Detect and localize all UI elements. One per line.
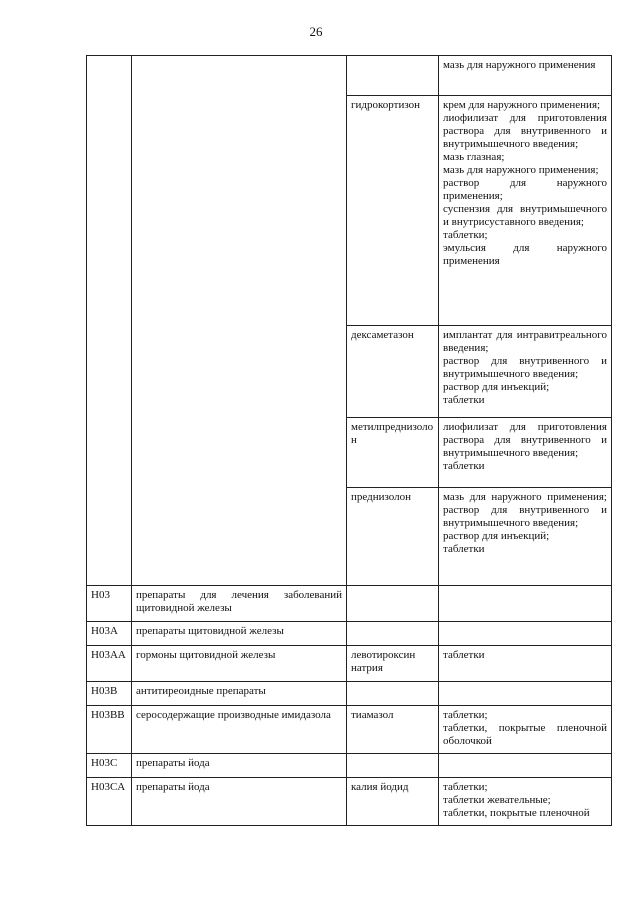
dosage-form: лиофилизат для приготовления раствора для внутривенного и внутримышечного введения; <box>443 112 607 150</box>
dosage-form: таблетки <box>443 460 485 472</box>
dosage-form: мазь для наружного применения; раствор для внутривенного и внутримышечного введения; <box>443 491 607 529</box>
table-row <box>87 622 612 646</box>
dosage-forms-cell <box>439 56 612 96</box>
atc-code-cell: H03BB <box>87 706 132 754</box>
dosage-form: таблетки, покрытые пленочной <box>443 807 590 819</box>
atc-code-cell: H03 <box>87 586 132 622</box>
dosage-forms-cell <box>439 488 612 586</box>
group-name-cell: серосодержащие производные имидазола <box>132 706 347 754</box>
dosage-forms-cell <box>439 586 612 622</box>
drug-name-cell: преднизолон <box>347 488 439 586</box>
dosage-form: эмульсия для наружного применения <box>443 242 607 267</box>
atc-code-cell: H03C <box>87 754 132 778</box>
drug-name-cell <box>347 754 439 778</box>
table-row <box>87 682 612 706</box>
drug-name-cell <box>347 682 439 706</box>
dosage-form: таблетки <box>443 394 485 406</box>
drug-name-cell: дексаметазон <box>347 326 439 418</box>
dosage-forms-cell <box>439 682 612 706</box>
drug-name-cell: тиамазол <box>347 706 439 754</box>
group-name-cell: гормоны щитовидной железы <box>132 646 347 682</box>
dosage-form: имплантат для интравитреального введения; <box>443 329 607 354</box>
dosage-forms-cell <box>439 326 612 418</box>
group-name-cell: антитиреоидные препараты <box>132 682 347 706</box>
dosage-form: мазь глазная; <box>443 151 505 163</box>
group-name-cell <box>132 56 347 586</box>
dosage-form: таблетки; <box>443 709 488 721</box>
dosage-forms-cell <box>439 96 612 326</box>
table-row <box>87 56 612 96</box>
atc-code-cell <box>87 56 132 586</box>
dosage-forms-cell <box>439 646 612 682</box>
drug-name-cell <box>347 56 439 96</box>
drug-name-cell: калия йодид <box>347 778 439 826</box>
dosage-form: раствор для наружного применения; <box>443 177 607 202</box>
atc-code-cell: H03A <box>87 622 132 646</box>
dosage-forms-cell <box>439 418 612 488</box>
group-name-cell: препараты для лечения заболеваний щитовидной железы <box>132 586 347 622</box>
dosage-forms-cell <box>439 778 612 826</box>
table-row <box>87 706 612 754</box>
drug-table <box>86 55 612 826</box>
table-row <box>87 778 612 826</box>
dosage-form: таблетки жевательные; <box>443 794 551 806</box>
dosage-form: суспензия для внутримышечного и внутрисуставного введения; <box>443 203 607 228</box>
dosage-form: мазь для наружного применения <box>443 59 596 71</box>
dosage-form: таблетки <box>443 543 485 555</box>
dosage-form: таблетки; <box>443 229 488 241</box>
drug-name-cell: гидрокортизон <box>347 96 439 326</box>
drug-name-cell <box>347 586 439 622</box>
drug-name-cell: левотироксин натрия <box>347 646 439 682</box>
dosage-forms-cell <box>439 622 612 646</box>
atc-code-cell: H03B <box>87 682 132 706</box>
dosage-form: мазь для наружного применения; <box>443 164 599 176</box>
dosage-form: таблетки; <box>443 781 488 793</box>
dosage-form: таблетки, покрытые пленочной оболочкой <box>443 722 607 747</box>
dosage-form: таблетки <box>443 649 485 661</box>
dosage-form: раствор для инъекций; <box>443 530 550 542</box>
dosage-form: лиофилизат для приготовления раствора для внутривенного и внутримышечного введения; <box>443 421 607 459</box>
dosage-forms-cell <box>439 754 612 778</box>
dosage-form: раствор для внутривенного и внутримышечного введения; <box>443 355 607 380</box>
table-row <box>87 754 612 778</box>
table-row <box>87 586 612 622</box>
group-name-cell: препараты йода <box>132 778 347 826</box>
drug-name-cell <box>347 622 439 646</box>
table-row <box>87 646 612 682</box>
atc-code-cell: H03AA <box>87 646 132 682</box>
page-number: 26 <box>309 24 323 39</box>
group-name-cell: препараты щитовидной железы <box>132 622 347 646</box>
dosage-form: раствор для инъекций; <box>443 381 550 393</box>
dosage-forms-cell <box>439 706 612 754</box>
drug-name-cell: метилпреднизолон <box>347 418 439 488</box>
group-name-cell: препараты йода <box>132 754 347 778</box>
dosage-form: крем для наружного применения; <box>443 99 601 111</box>
atc-code-cell: H03CA <box>87 778 132 826</box>
